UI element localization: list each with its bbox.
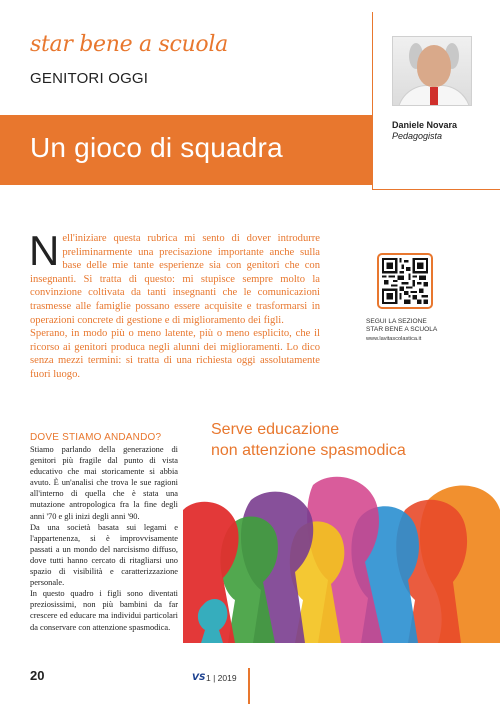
issue-number: 1 | 2019 — [206, 673, 237, 683]
intro-paragraph-2: Sperano, in modo più o meno latente, più o meno esplicito, che il ricorso ai genitori produca negli alunni dei miglioramenti. Lo dico senza mezzi termini: si tratta di una richiesta oggi assolutamente fuori luogo. — [30, 328, 320, 380]
magazine-logo: VS — [192, 673, 206, 683]
author-role: Pedagogista — [392, 131, 443, 141]
author-photo — [392, 36, 472, 106]
column-paragraph-3: In questo quadro i figli sono diventati preziosissimi, non più bambini da far crescere ed educare ma individui particolari da conservare con attenzione spasmodica. — [30, 589, 178, 632]
qr-caption — [366, 318, 446, 343]
magazine-brand: star bene a scuola — [30, 32, 228, 57]
intro-paragraph-1: ell'iniziare questa rubrica mi sento di dover introdurre preliminarmente una precisazione importante anche sulla base delle mie tante esperienze sia con genitori che con insegnanti. Si tratta di questo: mi stupisce sempre molto la convinzione coltivata da tanti insegnanti che le comunicazioni trasmesse alle famiglie possano essere acquisite e trasformarsi in operazioni concrete di gestione e di miglioramento dei figli. — [30, 233, 320, 326]
qr-caption-line-1: SEGUI LA SEZIONE — [366, 318, 427, 325]
qr-code-icon — [382, 258, 428, 304]
column-divider — [372, 12, 373, 190]
title-rule — [372, 189, 500, 190]
silhouettes-illustration — [183, 470, 500, 643]
article-title: Un gioco di squadra — [30, 132, 283, 163]
pull-quote — [211, 419, 406, 461]
qr-code[interactable] — [377, 253, 433, 309]
column-paragraph-1: Stiamo parlando della generazione di genitori più fragile dal punto di vista educativo che mai storicamente si abbia avuto. È un'analisi che trova le sue ragioni all'interno di quella che è stata una mutazione antropologica fra la fine degli anni '70 e gli inizi degli anni '90. — [30, 445, 178, 521]
qr-url[interactable]: www.lavitascolastica.it — [366, 335, 422, 342]
drop-cap: N — [29, 227, 60, 274]
column-text — [30, 444, 178, 633]
section-label: GENITORI OGGI — [30, 70, 149, 87]
pull-quote-line-1: Serve educazione — [211, 421, 340, 438]
pull-quote-line-2: non attenzione spasmodica — [211, 442, 406, 459]
author-name: Daniele Novara — [392, 120, 458, 130]
qr-caption-line-2: STAR BENE A SCUOLA — [366, 326, 438, 334]
page-number: 20 — [30, 668, 45, 683]
intro-text — [29, 227, 320, 382]
column-kicker: DOVE STIAMO ANDANDO? — [30, 432, 162, 443]
column-paragraph-2: Da una società basata sui legami e l'appartenenza, si è improvvisamente passati a un mondo del narcisismo diffuso, dove tutti hanno cercato di ritagliarsi uno spazio di visibilità e caratterizzazione personale. — [30, 522, 178, 588]
footer-divider — [248, 668, 250, 704]
